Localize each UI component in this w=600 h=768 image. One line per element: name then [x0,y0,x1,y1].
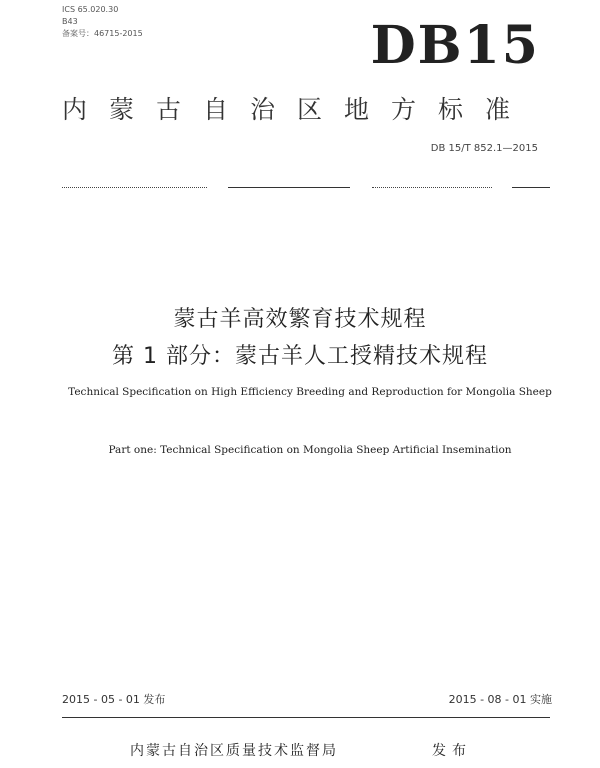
issue-date: 2015 - 05 - 01 发布 [62,693,166,706]
header-divider-end [512,187,550,188]
title-chinese-line-2: 第 1 部分：蒙古羊人工授精技术规程 [112,344,488,369]
publish-verb: 发布 [432,743,472,759]
header-divider-left [62,187,207,188]
title-english-line-2: Part one: Technical Specification on Mongolia Sheep Artificial Insemination [108,444,512,456]
ics-code: ICS 65.020.30 [62,5,119,14]
effective-date: 2015 - 08 - 01 实施 [448,693,552,706]
publisher-name: 内蒙古自治区质量技术监督局 [130,743,338,759]
header-codes [62,4,143,40]
db-logo: DB15 [370,15,540,76]
title-english-line-1: Technical Specification on High Efficiency Breeding and Reproduction for Mongolia Sheep [68,386,552,398]
header-divider-mid [228,187,350,188]
header-divider-right [372,187,492,188]
standard-type-title: 内蒙古自治区地方标准 [62,95,533,124]
title-chinese-line-1: 蒙古羊高效繁育技术规程 [173,307,427,332]
standard-number: DB 15/T 852.1—2015 [430,143,538,154]
footer-divider [62,717,550,718]
filing-number: 备案号：46715-2015 [62,29,143,38]
ccs-code: B43 [62,17,78,26]
